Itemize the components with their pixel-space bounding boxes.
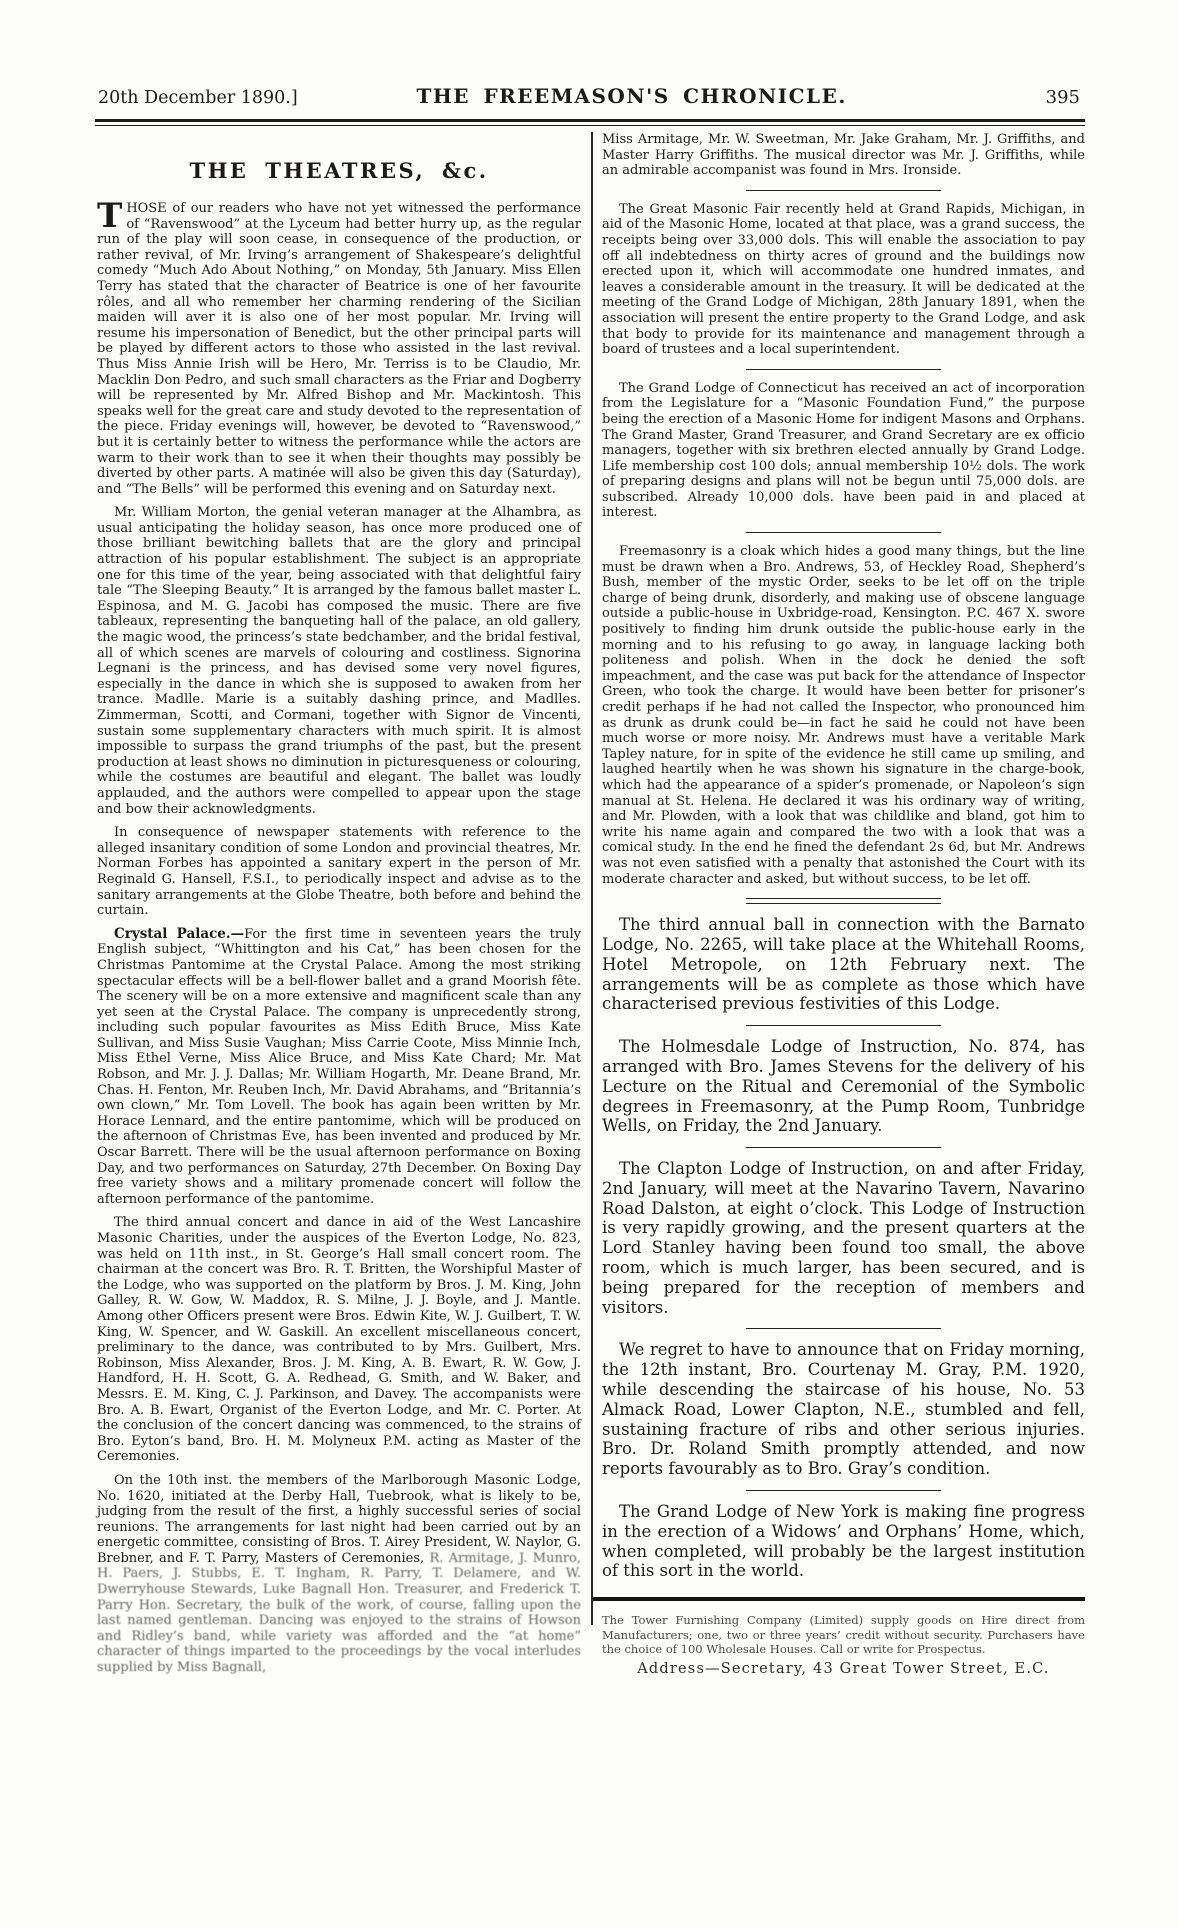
masthead-double-rule xyxy=(95,119,1085,126)
section-separator xyxy=(746,1328,941,1329)
paragraph-connecticut-fund: The Grand Lodge of Connecticut has received an act of incorporation from the Legislature for a “Masonic Foundation Fund,” the purpose being the erection of a Masonic Home for indigent Masons and Orphans. The Grand Master, Grand Treasurer, and Grand Secretary are ex officio managers, together with six brethren elected annually by Grand Lodge. Life membership cost 100 dols; annual membership 10½ dols. The work of preparing designs and plans will not be begun until 75,000 dols. are subscribed. Already 10,000 dols. have been paid in and placed at interest. xyxy=(602,380,1085,521)
faded-scan-text: R. Armitage, J. Munro, H. Paers, J. Stubbs, E. T. Ingham, R. Parry, T. Delamere, and W. Dwerryhouse Stewards, Luke Bagnall Hon. Treasurer, and Frederick T. Parry Hon. Secretary, the bulk of the work, of course, falling upon the last named gentleman. Dancing was enjoyed to the strains of Howson and Ridley’s band, while variety was afforded and the “at home” character of things imparted to the proceedings by the vocal interludes supplied by Miss Bagnall, xyxy=(97,1550,581,1676)
section-separator xyxy=(746,1490,941,1491)
paragraph-sanitary-globe: In consequence of newspaper statements with reference to the alleged insanitary condition of some London and provincial theatres, Mr. Norman Forbes has appointed a sanitary expert in the person of Mr. Reginald G. Hansell, F.S.I., to periodically inspect and advise as to the sanitary arrangements at the Globe Theatre, both before and behind the curtain. xyxy=(97,825,581,919)
column-divider-rule xyxy=(591,132,593,1625)
paragraph-text: HOSE of our readers who have not yet witnessed the performance of “Ravenswood” at the Lyceum had better hurry up, as the regular run of the play will soon cease, in consequence of the production, or rather revival, of Mr. Irving’s arrangement of Shakespeare’s delightful comedy “Much Ado About Nothing,” on Monday, 5th January. Miss Ellen Terry has stated that the character of Beatrice is one of her favourite rôles, and all who remember her charming rendering of the Sicilian maiden will aver it is also one of her most popular. Mr. Irving will resume his impersonation of Benedict, but the other principal parts will be played by different actors to those who assisted in the last revival. Thus Miss Annie Irish will be Hero, Mr. Terriss is to be Claudio, Mr. Macklin Don Pedro, and such small characters as the Friar and Dogberry will be represented by Mr. Alfred Bishop and Mr. Mackintosh. This speaks well for the great care and study devoted to the representation of the piece. Friday evenings will, however, be devoted to “Ravenswood,” but it is certainly better to witness the performance while the actors are warm to their work than to see it when their thoughts may possibly be diverted by other parts. A matinée will also be given this day (Saturday), and “The Bells” will be performed this evening and on Saturday next. xyxy=(97,201,581,497)
paragraph-theatres xyxy=(97,196,581,497)
advert-top-rule xyxy=(592,1597,1085,1601)
left-column xyxy=(97,132,581,1684)
paragraph-text: For the first time in seventeen years the truly English subject, “Whittington and his Cat,” has been chosen for the Christmas Pantomime at the Crystal Palace. Among the most striking spectacular effects will be a bell-flower ballet and a grand Moorish fête. The scenery will be on a more extensive and magnificent scale than any yet seen at the Crystal Palace. The company is unprecedently strong, including such popular favourites as Miss Edith Bruce, Miss Kate Sullivan, and Miss Susie Vaughan; Miss Carrie Coote, Miss Minnie Inch, Miss Ethel Verne, Miss Alice Bruce, and Miss Kate Chard; Mr. Mat Robson, and Mr. J. J. Dallas; Mr. William Hogarth, Mr. Deane Brand, Mr. Chas. H. Fenton, Mr. Reuben Inch, Mr. David Abrahams, and “Britannia’s own clown,” Mr. Tom Lovell. The book has again been written by Mr. Horace Lennard, and the entire pantomime, which will be produced on the afternoon of Christmas Eve, has been invented and produced by Mr. Oscar Barrett. There will be the usual afternoon performance on Boxing Day, and two performances on Saturday, 27th December. On Boxing Day free variety shows and a military promenade concert will follow the afternoon performance of the pantomime. xyxy=(97,926,581,1207)
paragraph-masonic-fair: The Great Masonic Fair recently held at Grand Rapids, Michigan, in aid of the Masonic Home, located at that place, was a grand success, the receipts being over 33,000 dols. This will enable the association to pay off all indebtedness on thirty acres of ground and the buildings now erected upon it, which will accommodate one hundred inmates, and leaves a considerable amount in the treasury. It will be dedicated at the meeting of the Grand Lodge of Michigan, 28th January 1891, when the association will present the entire property to the Grand Lodge, and ask that body to provide for its maintenance and management through a board of trustees and a local superintendent. xyxy=(602,201,1085,358)
page-number: 395 xyxy=(1045,87,1080,108)
section-separator-double xyxy=(746,898,941,904)
paragraph-marlborough-lodge xyxy=(97,1473,581,1676)
publication-title: THE FREEMASON'S CHRONICLE. xyxy=(416,84,847,108)
paragraph-barnato-ball: The third annual ball in connection with the Barnato Lodge, No. 2265, will take place at the Whitehall Rooms, Hotel Metropole, on 12th February next. The arrangements will be as complete as those which have characterised previous festivities of this Lodge. xyxy=(602,915,1085,1014)
issue-date: 20th December 1890.] xyxy=(98,88,298,108)
dropcap-letter: T xyxy=(97,196,123,236)
paragraph-continuation-armitage: Miss Armitage, Mr. W. Sweetman, Mr. Jake Graham, Mr. J. Griffiths, and Master Harry Griffiths. The musical director was Mr. J. Griffiths, while an admirable accompanist was found in Mrs. Ironside. xyxy=(602,132,1085,179)
masthead xyxy=(98,84,1080,108)
advert-address: Address—Secretary, 43 Great Tower Street, E.C. xyxy=(637,1660,1050,1677)
paragraph-grand-lodge-new-york: The Grand Lodge of New York is making fine progress in the erection of a Widows’ and Orphans’ Home, which, when completed, will probably be the largest institution of this sort in the world. xyxy=(602,1502,1085,1581)
section-separator xyxy=(746,369,941,370)
paragraph-freemasonry-cloak: Freemasonry is a cloak which hides a good many things, but the line must be drawn when a Bro. Andrews, 53, of Heckley Road, Shepherd’s Bush, member of the mystic Order, seeks to be let off on the triple charge of being drunk, disorderly, and making use of obscene language outside a public-house in Uxbridge-road, Kensington. P.C. 467 X. swore positively to finding him drunk outside the public-house early in the morning and to his refusing to go away, in language lacking both politeness and polish. When in the dock he denied the soft impeachment, and the case was put back for the attendance of Inspector Green, who took the charge. It would have been better for prisoner’s credit perhaps if he had not called the Inspector, who pronounced him as drunk as drunk could be—in fact he said he could not have been much worse or more noisy. Mr. Andrews must have a veritable Mark Tapley nature, for in spite of the evidence he still came up smiling, and laughed heartily when he was shown his signature in the charge-book, which had the appearance of a spider’s promenade, or Napoleon’s sign manual at St. Helena. He declared it was his ordinary way of writing, and Mr. Plowden, with a look that was childlike and bland, got him to write his name again and compared the two with a look that was a comical study. In the end he fined the defendant 2s 6d, but Mr. Andrews was not even satisfied with a penalty that astonished the Court with its moderate character and asked, but without success, to be let off. xyxy=(602,544,1085,887)
paragraph-everton-concert: The third annual concert and dance in aid of the West Lancashire Masonic Charities, under the auspices of the Everton Lodge, No. 823, was held on 11th inst., in St. George’s Hall small concert room. The chairman at the concert was Bro. R. T. Britten, the Worshipful Master of the Lodge, who was supported on the platform by Bros. J. M. King, John Galley, R. W. Gow, W. Maddox, R. S. Milne, J. J. Boyle, and J. Mantle. Among other Officers present were Bros. Edwin Kite, W. J. Guilbert, T. W. King, W. Spencer, and W. Gaskill. An excellent miscellaneous concert, preliminary to the dance, was contributed to by Mrs. Guilbert, Mrs. Robinson, Miss Alexander, Bros. J. M. King, A. B. Ewart, R. W. Gow, J. Handford, H. H. Scott, G. A. Redhead, G. Smith, and W. Baker, and Messrs. E. M. King, C. J. Parkinson, and Davey. The accompanists were Bro. A. B. Ewart, Organist of the Everton Lodge, and Mr. C. Porter. At the conclusion of the concert dancing was commenced, to the strains of Bro. Eyton’s band, Bro. H. M. Molyneux P.M. acting as Master of the Ceremonies. xyxy=(97,1215,581,1465)
right-column xyxy=(602,132,1085,1685)
column-gap xyxy=(581,132,602,1685)
section-separator xyxy=(746,1147,941,1148)
paragraph-text: On the 10th inst. the members of the Marlborough Masonic Lodge, No. 1620, initiated at the Derby Hall, Tuebrook, what is likely to be, judging from the result of the first, a highly successful series of social reunions. The arrangements for last night had been carried out by an energetic committee, consisting of Bros. T. Airey President, W. Naylor, G. Brebner, and F. T. Parry, Masters of Ceremonies, xyxy=(97,1472,581,1566)
section-separator xyxy=(746,532,941,533)
crystal-palace-lead: Crystal Palace.— xyxy=(114,925,245,942)
paragraph-morton-alhambra: Mr. William Morton, the genial veteran manager at the Alhambra, as usual anticipating the holiday season, has once more produced one of those brilliant bewitching ballets that are the glory and principal attraction of his popular establishment. The subject is an appropriate one for this time of the year, being associated with that delightful fairy tale “The Sleeping Beauty.” It is arranged by the famous ballet master L. Espinosa, and M. G. Jacobi has composed the music. There are five tableaux, representing the banqueting hall of the palace, an old gallery, the magic wood, the princess’s state bedchamber, and the bridal festival, all of which scenes are marvels of colouring and costliness. Signorina Legnani is the princess, and has devised some very novel figures, especially in the dance in which she is supposed to awaken from her trance. Madlle. Marie is a suitably dashing prince, and Madlles. Zimmerman, Scotti, and Cormani, together with Signor de Vincenti, sustain some supplementary characters with much spirit. It is almost impossible to surpass the grand triumphs of the past, but the present production at least shows no diminution in picturesqueness or colouring, while the costumes are beautiful and elegant. The ballet was loudly applauded, and the authors were compelled to appear upon the stage and bow their acknowledgments. xyxy=(97,505,581,817)
section-separator xyxy=(746,1025,941,1026)
paragraph-crystal-palace xyxy=(97,927,581,1208)
paragraph-clapton-lodge: The Clapton Lodge of Instruction, on and after Friday, 2nd January, will meet at the Navarino Tavern, Navarino Road Dalston, at eight o’clock. This Lodge of Instruction is very rapidly growing, and the present quarters at the Lord Stanley having been found too small, the above room, which is much larger, has been secured, and is being prepared for the reception of members and visitors. xyxy=(602,1159,1085,1317)
column-layout xyxy=(97,132,1085,1685)
paragraph-gray-accident: We regret to have to announce that on Friday morning, the 12th instant, Bro. Courtenay M. Gray, P.M. 1920, while descending the staircase of his house, No. 53 Almack Road, Lower Clapton, N.E., stumbled and fell, sustaining fracture of ribs and other serious injuries. Bro. Dr. Roland Smith promptly attended, and now reports favourably as to Bro. Gray’s condition. xyxy=(602,1340,1085,1479)
section-separator xyxy=(746,190,941,191)
article-heading: THE THEATRES, &c. xyxy=(189,158,489,183)
advert-text: The Tower Furnishing Company (Limited) supply goods on Hire direct from Manufacturers; one, two or three years’ credit without security. Purchasers have the choice of 100 Wholesale Houses. Call or write for Prospectus. xyxy=(602,1613,1085,1657)
paragraph-holmesdale-lodge: The Holmesdale Lodge of Instruction, No. 874, has arranged with Bro. James Stevens for the delivery of his Lecture on the Ritual and Ceremonial of the Symbolic degrees in Freemasonry, at the Pump Room, Tunbridge Wells, on Friday, the 2nd January. xyxy=(602,1037,1085,1136)
